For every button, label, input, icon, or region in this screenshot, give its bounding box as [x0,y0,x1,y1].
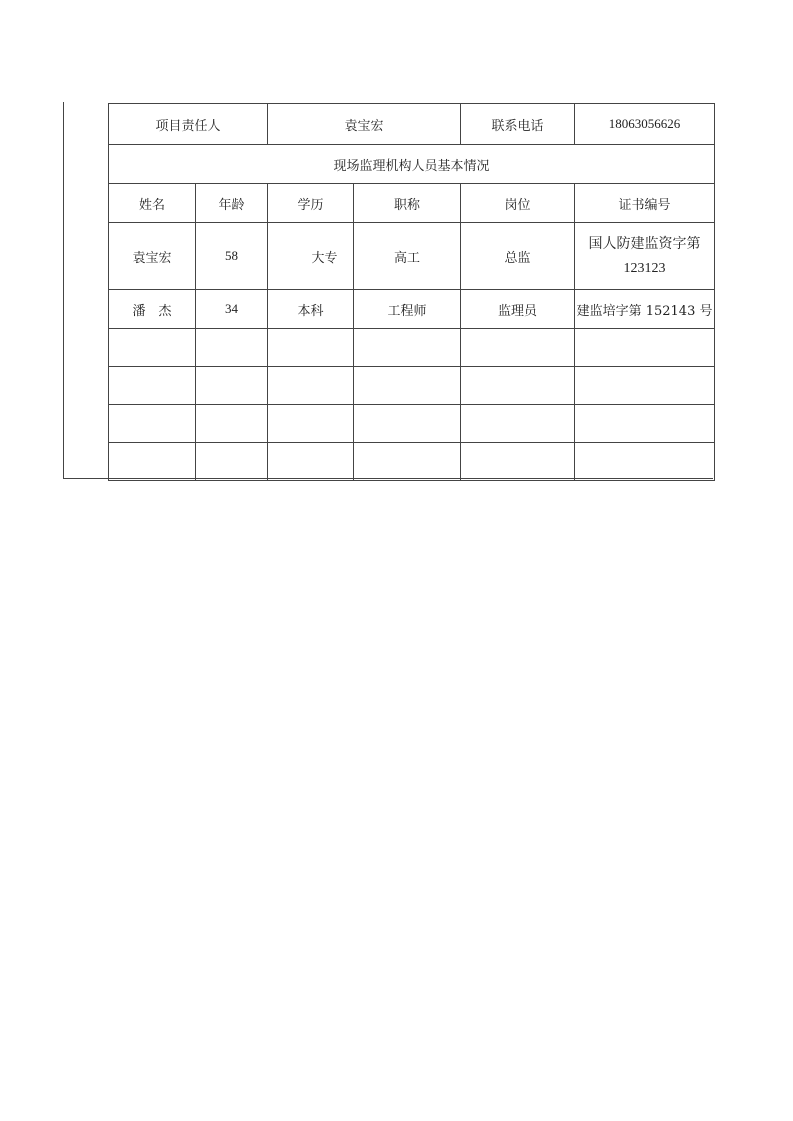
cert-line-1: 国人防建监资字第 [588,236,701,252]
staff-position: 监理员 [461,290,575,329]
col-header-education: 学历 [268,184,354,223]
col-header-position: 岗位 [461,184,575,223]
leader-name: 袁宝宏 [268,104,461,145]
staff-education: 本科 [268,290,354,329]
col-header-name: 姓名 [109,184,196,223]
staff-cert: 建监培字第 152143 号 [575,290,715,329]
staff-age: 34 [196,290,268,329]
staff-position: 总监 [461,223,575,290]
col-header-cert: 证书编号 [575,184,715,223]
staff-education: 大专 [268,223,354,290]
section-title-row [109,145,715,184]
table-row [109,290,715,329]
phone-label: 联系电话 [461,104,575,145]
staff-age: 58 [196,223,268,290]
staff-name: 潘 杰 [109,290,196,329]
cert-line-2: 123123 [623,261,666,276]
section-title: 现场监理机构人员基本情况 [109,145,715,184]
staff-name: 袁宝宏 [109,223,196,290]
staff-cert [575,223,715,290]
empty-row [109,329,715,367]
leader-label: 项目责任人 [109,104,268,145]
project-header-row [109,104,715,145]
staff-title: 高工 [354,223,461,290]
table-row [109,223,715,290]
empty-row [109,405,715,443]
column-header-row [109,184,715,223]
phone-value: 18063056626 [575,104,715,145]
col-header-age: 年龄 [196,184,268,223]
empty-row [109,367,715,405]
col-header-title: 职称 [354,184,461,223]
staff-title: 工程师 [354,290,461,329]
empty-row [109,443,715,481]
staff-info-table [108,103,715,481]
